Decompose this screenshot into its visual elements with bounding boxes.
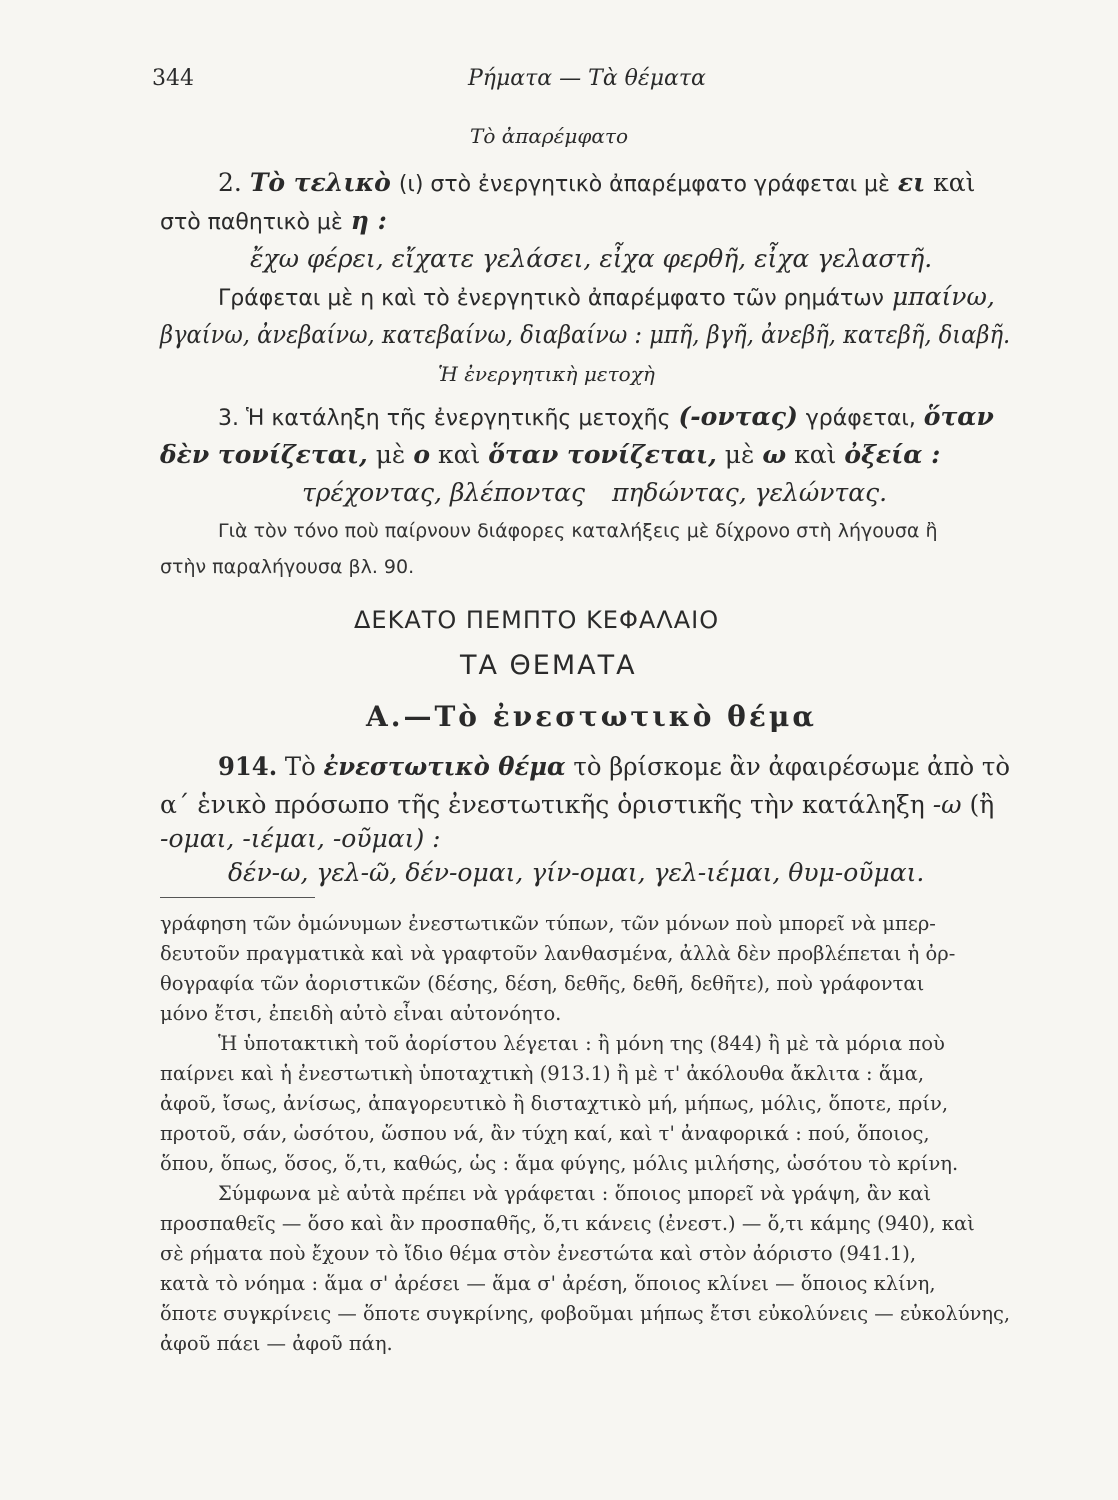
examples-participle-b: πηδώντας, γελώντας.: [612, 478, 888, 507]
bold-term: ὅταν τονίζεται,: [488, 440, 717, 469]
footnote-line: ἀφοῦ, ἴσως, ἀνίσως, ἀπαγορευτικὸ ἢ δισταχτικὸ μή, μήπως, μόλις, ὅποτε, πρίν,: [160, 1092, 949, 1115]
text: (ἢ: [969, 790, 995, 819]
page-number: 344: [152, 66, 194, 91]
bold-term: δὲν τονίζεται,: [160, 440, 368, 469]
footnote-line: γράφηση τῶν ὁμώνυμων ἐνεστωτικῶν τύπων, τῶν μόνων ποὺ μπορεῖ νὰ μπερ-: [160, 912, 936, 935]
rule-line2: βγαίνω, ἀνεβαίνω, κατεβαίνω, διαβαίνω : μπῆ, βγῆ, ἀνεβῆ, κατεβῆ, διαβῆ.: [160, 320, 1011, 349]
footnote-line: σὲ ρήματα ποὺ ἔχουν τὸ ἴδιο θέμα στὸν ἐνεστώτα καὶ στὸν ἀόριστο (941.1),: [160, 1242, 917, 1265]
bold-term: ὀξεία :: [844, 440, 941, 469]
running-title: Ρήματα — Τὰ θέματα: [468, 66, 706, 91]
paragraph-2-line1: [218, 168, 975, 197]
footnote-line: προσπαθεῖς — ὅσο καὶ ἂν προσπαθῆς, ὅ,τι κάνεις (ἐνεστ.) — ὅ,τι κάμης (940), καὶ: [160, 1212, 975, 1235]
text: τὸ βρίσκομε ἂν ἀφαιρέσωμε ἀπὸ τὸ: [573, 752, 1010, 781]
footnote-line: κατὰ τὸ νόημα : ἅμα σ' ἀρέσει — ἅμα σ' ἀρέση, ὅποιος κλίνει — ὅποιος κλίνη,: [160, 1272, 936, 1295]
paragraph-3-line2: [160, 440, 940, 469]
section-title-text: Α.—Τὸ ἐνεστωτικὸ θέμα: [366, 700, 817, 733]
examples-infinitive: ἔχω φέρει, εἴχατε γελάσει, εἶχα φερθῆ, εἶχα γελαστῆ.: [250, 244, 933, 273]
text: 3. Ἡ κατάληξη τῆς ἐνεργητικῆς μετοχῆς: [218, 406, 671, 431]
footnote-line: Ἡ ὑποτακτικὴ τοῦ ἀορίστου λέγεται : ἢ μόνη της (844) ἢ μὲ τὰ μόρια ποὺ: [218, 1032, 945, 1055]
footnote-line: ἀφοῦ πάει — ἀφοῦ πάη.: [160, 1332, 393, 1355]
letter-omega: ω: [762, 440, 787, 469]
footnote-line: προτοῦ, σάν, ὡσότου, ὥσπου νά, ἂν τύχη καί, καὶ τ' ἀναφορικά : πού, ὅποιος,: [160, 1122, 930, 1145]
chapter-label: ΔΕΚΑΤΟ ΠΕΜΠΤΟ ΚΕΦΑΛΑΙΟ: [354, 606, 720, 634]
paragraph-number: 2.: [218, 168, 242, 197]
paragraph-number: 914.: [218, 752, 278, 781]
ending-omega: -ω: [932, 790, 962, 819]
paragraph-914-line1: [218, 752, 1010, 781]
examples-914: δέν-ω, γελ-ῶ, δέν-ομαι, γίν-ομαι, γελ-ιέμαι, θυμ-οῦμαι.: [228, 858, 925, 887]
text: α΄ ἑνικὸ πρόσωπο τῆς ἐνεστωτικῆς ὁριστικῆς τὴν κατάληξη: [160, 790, 925, 819]
text: στὸ παθητικὸ μὲ: [160, 210, 343, 235]
paragraph-914-line3: -ομαι, -ιέμαι, -οῦμαι) :: [160, 824, 441, 853]
footnote-line: Σύμφωνα μὲ αὐτὰ πρέπει νὰ γράφεται : ὅποιος μπορεῖ νὰ γράψη, ἂν καὶ: [218, 1182, 932, 1205]
letter-o: ο: [413, 440, 430, 469]
footnote-line: παίρνει καὶ ἡ ἐνεστωτικὴ ὑποταχτικὴ (913.1) ἢ μὲ τ' ἀκόλουθα ἄκλιτα : ἅμα,: [160, 1062, 925, 1085]
examples-participle-a: τρέχοντας, βλέποντας: [302, 478, 586, 507]
ending-eta: η :: [350, 206, 387, 235]
text: γράφεται,: [805, 406, 916, 431]
note-line2: στὴν παραλήγουσα βλ. 90.: [160, 556, 415, 578]
text: μπαίνω,: [891, 282, 995, 311]
text: καὶ: [437, 440, 481, 469]
footnote-line: δευτοῦν πραγματικὰ καὶ νὰ γραφτοῦν λανθασμένα, ἀλλὰ δὲν προβλέπεται ἡ ὀρ-: [160, 942, 956, 965]
bold-term: Τὸ τελικὸ: [249, 168, 391, 197]
text: καὶ: [794, 440, 837, 469]
text: Τὸ: [284, 752, 316, 781]
footnote-rule: [160, 897, 315, 898]
footnote-line: θογραφία τῶν ἀοριστικῶν (δέσης, δέση, δεθῆς, δεθῆ, δεθῆτε), ποὺ γράφονται: [160, 972, 925, 995]
subheading-participle: Ἡ ἐνεργητικὴ μετοχὴ: [438, 362, 655, 386]
bold-term: ἐνεστωτικὸ θέμα: [323, 752, 566, 781]
footnote-line: ὅποτε συγκρίνεις — ὅποτε συγκρίνης, φοβοῦμαι μήπως ἔτσι εὐκολύνεις — εὐκολύνης,: [160, 1302, 1011, 1325]
text: Γράφεται μὲ η καὶ τὸ ἐνεργητικὸ ἀπαρέμφατο τῶν ρημάτων: [218, 286, 884, 311]
bold-term: ὅταν: [923, 402, 994, 431]
section-title: [366, 700, 817, 733]
footnote-line: ὅπου, ὅπως, ὅσος, ὅ,τι, καθώς, ὡς : ἅμα φύγης, μόλις μιλήσης, ὡσότου τὸ κρίνη.: [160, 1152, 959, 1175]
text: καὶ: [933, 168, 976, 197]
paragraph-2-line2: [160, 206, 387, 235]
paragraph-914-line2: [160, 790, 994, 819]
text: (ι) στὸ ἐνεργητικὸ ἀπαρέμφατο γράφεται μὲ: [398, 172, 890, 197]
text: μὲ: [724, 440, 755, 469]
paragraph-3-line1: [218, 402, 994, 431]
ending-ontas: (-οντας): [678, 402, 798, 431]
text: μὲ: [375, 440, 406, 469]
footnote-line: μόνο ἔτσι, ἐπειδὴ αὐτὸ εἶναι αὐτονόητο.: [160, 1002, 562, 1025]
note-line1: Γιὰ τὸν τόνο ποὺ παίρνουν διάφορες καταλήξεις μὲ δίχρονο στὴ λήγουσα ἢ: [218, 520, 938, 542]
chapter-title: ΤΑ ΘΕΜΑΤΑ: [460, 650, 637, 681]
subheading-infinitive: Τὸ ἀπαρέμφατο: [470, 124, 628, 148]
ending-ei: ει: [897, 168, 926, 197]
rule-line1: [218, 282, 995, 311]
